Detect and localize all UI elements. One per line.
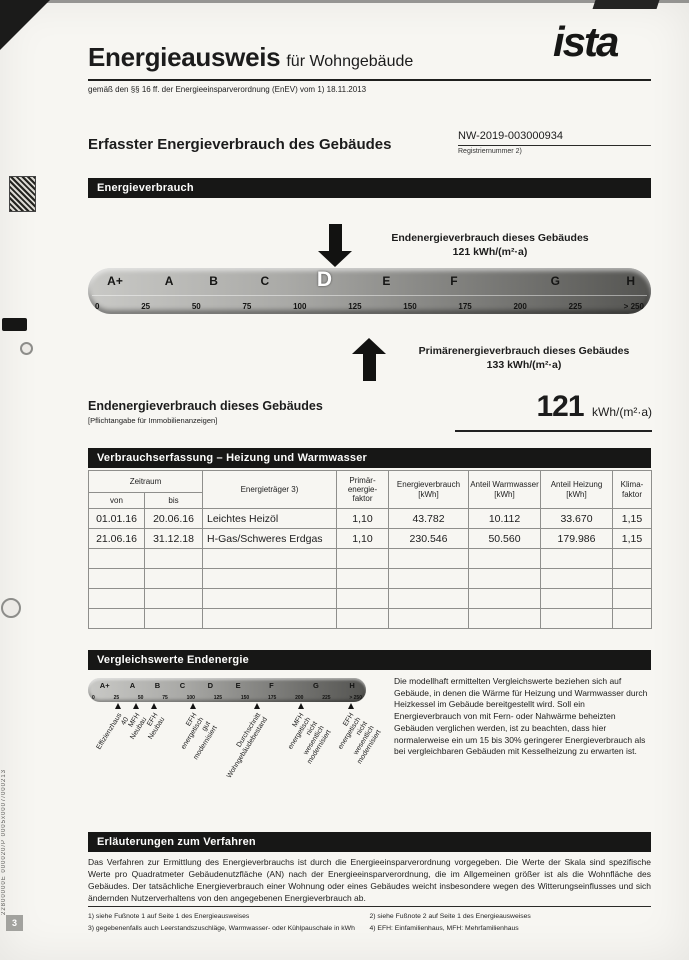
end-energy-arrow-down-icon (318, 224, 352, 267)
footnotes (88, 906, 651, 934)
comparison-marker (298, 703, 304, 709)
scale-class-g: G (550, 274, 560, 288)
small-scale-tick: 125 (213, 695, 223, 701)
endenergy-rule (455, 430, 652, 432)
scan-margin-code: 22800000E 000020/P 0005x0007/000213 (1, 769, 7, 915)
col-anteil-heizung: Anteil Heizung [kWh] (541, 471, 613, 509)
scale-class-h: H (626, 274, 636, 288)
registry-block (458, 130, 651, 155)
scale-tick: 125 (348, 302, 362, 311)
cell-von (89, 549, 145, 569)
small-scale-class: B (154, 681, 161, 690)
endenergy-value (455, 390, 652, 424)
cell-heizung (541, 589, 613, 609)
cell-von: 21.06.16 (89, 529, 145, 549)
comparison-explanation-text: Die modellhaft ermittelten Vergleichswerte beziehen sich auf Gebäude, in denen die Wärme für Heizung und Warmwasser durch Heizkessel im Gebäude bereitgestellt wird. Soll ein Energieverbrauch von mit Fern- oder Nahwärme beheizten Gebäuden verglichen werden, ist zu beachten, dass hier normalerweise ein um 15 bis 30% geringerer Energieverbrauch als bei vergleichbaren Gebäuden mit Kesselheizung zu erwarten ist. (394, 676, 648, 757)
cell-verbrauch (389, 549, 469, 569)
small-scale-tick: 150 (240, 695, 250, 701)
cell-von (89, 589, 145, 609)
document-title (88, 42, 518, 73)
cell-energietraeger: Leichtes Heizöl (203, 509, 337, 529)
small-scale-class: C (179, 681, 186, 690)
cell-heizung (541, 609, 613, 629)
registry-number: NW-2019-003000934 (458, 130, 651, 146)
endenergy-number: 121 (536, 390, 584, 423)
scale-class-c: C (260, 274, 270, 288)
cell-verbrauch: 43.782 (389, 509, 469, 529)
title-suffix: für Wohngebäude (286, 53, 414, 70)
primary-energy-arrow-up-icon (352, 338, 386, 381)
cell-bis (145, 589, 203, 609)
punch-hole (20, 342, 33, 355)
col-anteil-warmwasser: Anteil Warmwasser [kWh] (469, 471, 541, 509)
small-scale-class: H (349, 681, 355, 690)
comparison-label: MFH Neubau (127, 712, 149, 741)
punch-hole (1, 598, 21, 618)
section-bar-verbrauchserfassung: Verbrauchserfassung – Heizung und Warmwasser (88, 448, 651, 468)
scale-class-f: F (450, 274, 458, 288)
cell-heizung (541, 549, 613, 569)
cell-warmwasser (469, 609, 541, 629)
cell-klima: 1,15 (613, 529, 652, 549)
scale-class-d-highlighted: D (316, 268, 333, 291)
comparison-label: EFH energetisch gut modernisiert (180, 712, 220, 762)
end-energy-arrow-line1: Endenergieverbrauch dieses Gebäudes (391, 232, 589, 244)
cell-bis (145, 609, 203, 629)
primary-energy-arrow-line2: 133 kWh/(m²·a) (486, 359, 562, 372)
comparison-marker (254, 703, 260, 709)
cell-bis: 31.12.18 (145, 529, 203, 549)
cell-heizung (541, 569, 613, 589)
small-scale-tick: > 250 (349, 695, 362, 701)
energy-scale-band (88, 268, 651, 314)
end-energy-arrow-line2: 121 kWh/(m²·a) (452, 246, 528, 259)
cell-verbrauch (389, 609, 469, 629)
col-bis: bis (145, 493, 203, 509)
small-scale-class: F (269, 681, 274, 690)
cell-von: 01.01.16 (89, 509, 145, 529)
comparison-marker (133, 703, 139, 709)
section-bar-erlaeuterungen: Erläuterungen zum Verfahren (88, 832, 651, 852)
table-header-row (89, 471, 652, 493)
method-explanation-text: Das Verfahren zur Ermittlung des Energieverbrauchs ist durch die Energieeinsparverordnung vorgegeben. Die Werte der Skala sind spezifische Werte pro Quadratmeter Gebäudenutzfläche (AN) nach der Energieeinsparverordnung, die im Allgemeinen größer ist als die Wohnfläche des Gebäudes. Der tatsächliche Energieverbrauch einer Wohnung oder eines Gebäudes weicht insbesondere wegen des Witterungseinflusses und sich ändernden Nutzerverhaltens von den angegebenen Energieverbrauch ab. (88, 857, 651, 903)
comparison-marker (115, 703, 121, 709)
scale-tick: 225 (568, 302, 582, 311)
col-primaerenergiefaktor: Primär-energie-faktor (337, 471, 389, 509)
cell-pef: 1,10 (337, 529, 389, 549)
col-zeitraum: Zeitraum (89, 471, 203, 493)
cell-klima (613, 589, 652, 609)
endenergy-note: [Pflichtangabe für Immobilienanzeigen] (88, 416, 218, 425)
scale-divider (92, 295, 647, 296)
cell-verbrauch: 230.546 (389, 529, 469, 549)
document-subtitle: gemäß den §§ 16 ff. der Energieeinsparverordnung (EnEV) vom 1) 18.11.2013 (88, 85, 367, 94)
footnote-1: 1) siehe Fußnote 1 auf Seite 1 des Energieausweises (88, 913, 250, 920)
small-scale-tick: 175 (267, 695, 277, 701)
comparison-label: Durchschnitt Wohngebäudebestand (225, 712, 269, 780)
cell-klima (613, 609, 652, 629)
small-scale-tick: 0 (92, 695, 95, 701)
title-rule (88, 79, 651, 81)
table-row (89, 509, 652, 529)
small-scale-tick: 75 (162, 695, 168, 701)
scale-tick: 100 (293, 302, 307, 311)
consumption-table (88, 470, 652, 629)
end-energy-arrow-label (356, 231, 624, 259)
scale-class-a: A (164, 274, 174, 288)
small-scale-tick: 100 (186, 695, 195, 701)
scale-tick: 0 (95, 302, 100, 311)
footnote-column-right (370, 911, 652, 934)
cell-heizung: 33.670 (541, 509, 613, 529)
cell-bis: 20.06.16 (145, 509, 203, 529)
scale-class-e: E (382, 274, 391, 288)
scale-tick: 50 (191, 302, 201, 311)
scale-class-a-plus: A+ (107, 274, 123, 288)
cell-energietraeger (203, 549, 337, 569)
footnote-2: 2) siehe Fußnote 2 auf Seite 1 des Energieausweises (369, 913, 531, 920)
comparison-marker (190, 703, 196, 709)
cell-klima (613, 569, 652, 589)
scale-tick: 25 (141, 302, 151, 311)
cell-warmwasser: 10.112 (469, 509, 541, 529)
page-number-badge: 3 (6, 915, 23, 931)
cell-von (89, 569, 145, 589)
scale-tick: 150 (403, 302, 417, 311)
small-scale-tick: 25 (113, 695, 120, 701)
small-scale-class: D (207, 681, 214, 690)
primary-energy-arrow-label (390, 344, 658, 372)
comparison-label: EFH Neubau (146, 712, 167, 741)
cell-verbrauch (389, 589, 469, 609)
small-scale-class: E (235, 681, 241, 690)
comparison-label-group (88, 712, 384, 822)
comparison-marker (348, 703, 354, 709)
footnote-column-left (88, 911, 370, 934)
comparison-scale-band (88, 678, 366, 702)
scan-topright-mark (593, 0, 660, 9)
section-bar-energieverbrauch: Energieverbrauch (88, 178, 651, 198)
registry-label: Registriernummer 2) (458, 148, 522, 155)
cell-energietraeger (203, 609, 337, 629)
scan-top-smudge (0, 0, 689, 3)
table-row-empty (89, 609, 652, 629)
cell-warmwasser (469, 549, 541, 569)
cell-von (89, 609, 145, 629)
cell-energietraeger (203, 569, 337, 589)
small-scale-tick: 225 (322, 695, 331, 701)
scan-edge-dash (2, 318, 27, 331)
cell-heizung: 179.986 (541, 529, 613, 549)
cell-bis (145, 549, 203, 569)
table-row-empty (89, 589, 652, 609)
table-row-empty (89, 549, 652, 569)
cell-verbrauch (389, 569, 469, 589)
datamatrix-stamp-icon (9, 176, 36, 212)
comparison-label: EFH energetisch nicht wesentlich modernisiert (337, 712, 384, 766)
cell-pef (337, 569, 389, 589)
scale-tick-row (95, 302, 644, 311)
col-energieverbrauch: Energieverbrauch [kWh] (389, 471, 469, 509)
small-scale-tick: 50 (137, 695, 144, 701)
small-scale-class: A+ (99, 681, 110, 690)
scale-class-b: B (209, 274, 218, 288)
cell-klima: 1,15 (613, 509, 652, 529)
comparison-label: MFH energetisch nicht wesentlich modernisiert (287, 712, 334, 766)
footnote-3: 3) gegebenenfalls auch Leerstandszuschläge, Warmwasser- oder Kühlpauschale in kWh (88, 924, 355, 932)
comparison-label: Effizienzhaus 40 (96, 712, 131, 751)
primary-energy-arrow-line1: Primärenergieverbrauch dieses Gebäudes (418, 345, 630, 357)
cell-bis (145, 569, 203, 589)
table-row-empty (89, 569, 652, 589)
col-klimafaktor: Klima-faktor (613, 471, 652, 509)
footnote-4: 4) EFH: Einfamilienhaus, MFH: Mehrfamilienhaus (369, 924, 519, 932)
scale-tick: 200 (513, 302, 527, 311)
cell-pef (337, 609, 389, 629)
col-energietraeger: Energieträger 3) (203, 471, 337, 509)
small-scale-class: G (313, 681, 319, 690)
cell-pef: 1,10 (337, 509, 389, 529)
section-bar-vergleichswerte: Vergleichswerte Endenergie (88, 650, 651, 670)
cell-klima (613, 549, 652, 569)
cell-energietraeger: H-Gas/Schweres Erdgas (203, 529, 337, 549)
scale-tick: 75 (242, 302, 252, 311)
cell-warmwasser: 50.560 (469, 529, 541, 549)
section-title: Erfasster Energieverbrauch des Gebäudes (88, 136, 392, 153)
small-scale-class: A (129, 681, 136, 690)
cell-pef (337, 589, 389, 609)
table-row (89, 529, 652, 549)
scan-corner-mark (0, 0, 50, 50)
title-main: Energieausweis (88, 42, 281, 72)
scale-tick: > 250 (623, 302, 644, 311)
endenergy-unit: kWh/(m²·a) (592, 405, 652, 419)
cell-warmwasser (469, 589, 541, 609)
scale-tick: 175 (458, 302, 472, 311)
cell-energietraeger (203, 589, 337, 609)
col-von: von (89, 493, 145, 509)
cell-warmwasser (469, 569, 541, 589)
cell-pef (337, 549, 389, 569)
ista-logo: ista (553, 18, 618, 65)
small-scale-tick: 200 (295, 695, 304, 701)
endenergy-title: Endenergieverbrauch dieses Gebäudes (88, 399, 323, 413)
comparison-marker (151, 703, 157, 709)
small-scale-tick-row (92, 695, 362, 701)
